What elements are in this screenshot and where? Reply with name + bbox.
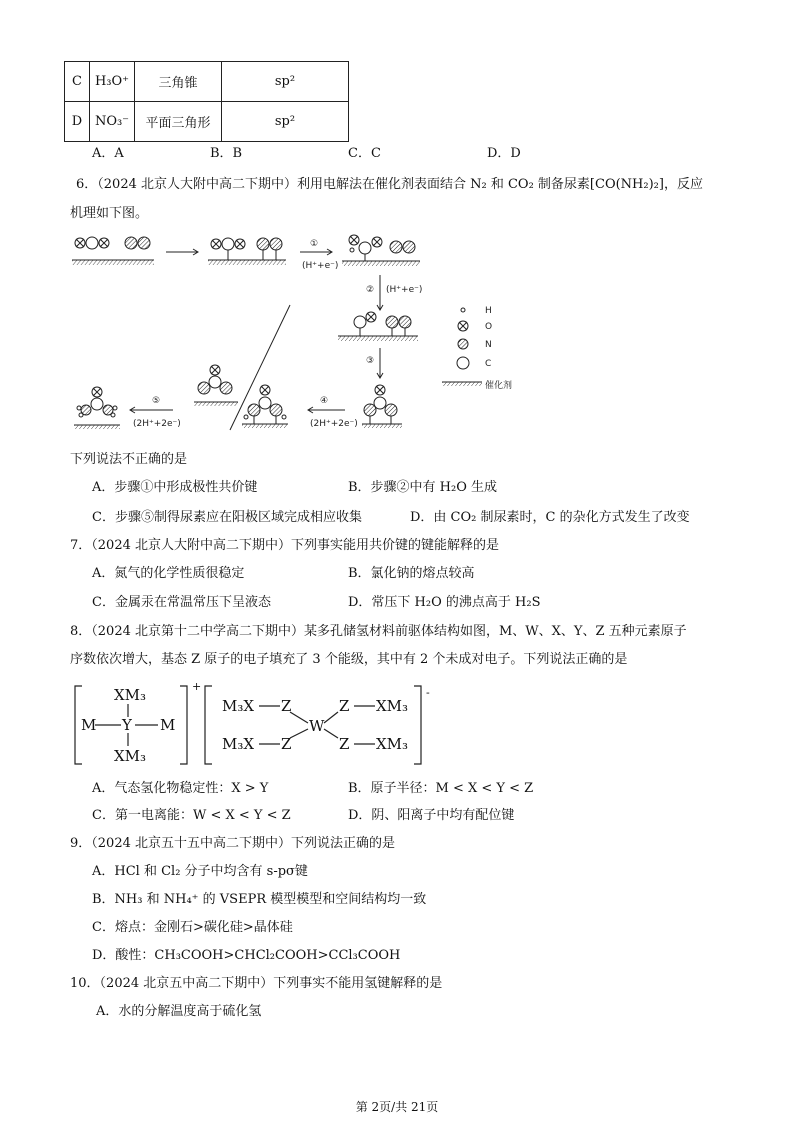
cation-bottom: XM₃ (114, 747, 147, 765)
step-label: ③ (366, 356, 375, 366)
answer-option: B．NH₃ 和 NH₄⁺ 的 VSEPR 模型模型和空间结构均一致 (92, 892, 427, 907)
answer-option: D．阴、阳离子中均有配位键 (348, 808, 515, 823)
step-label: ⑤ (152, 396, 161, 406)
step-condition: (H⁺+e⁻) (302, 261, 339, 271)
legend-label: C (485, 359, 492, 369)
ion-structure-diagram (70, 676, 450, 776)
answer-option: C．步骤⑤制得尿素应在阳极区域完成相应收集 (92, 510, 362, 525)
table-cell: sp² (222, 102, 349, 142)
table-cell: NO₃⁻ (90, 102, 135, 142)
anion-z: Z (281, 735, 292, 753)
question-stem: 7．（2024 北京人大附中高二下期中）下列事实能用共价键的键能解释的是 (70, 538, 499, 553)
answer-option: A．HCl 和 Cl₂ 分子中均含有 s-pσ键 (92, 864, 308, 879)
answer-table (64, 61, 349, 142)
question-stem: 机理如下图。 (70, 206, 149, 221)
cation-charge: + (192, 680, 202, 693)
cation-center: Y (122, 716, 132, 734)
anion-group: XM₃ (376, 735, 409, 753)
question-stem: 8．（2024 北京第十二中学高二下期中）某多孔储氢材料前驱体结构如图，M、W、X、Y、Z 五种元素原子 (70, 624, 687, 639)
answer-option: A．A (92, 146, 124, 161)
page-footer: 第 2页/共 21页 (355, 1100, 439, 1114)
reaction-mechanism-diagram (70, 230, 570, 440)
anion-z: Z (281, 697, 292, 715)
answer-option: D．酸性：CH₃COOH>CHCl₂COOH>CCl₃COOH (92, 948, 401, 963)
answer-option: C．C (348, 146, 381, 161)
table-cell: 平面三角形 (135, 102, 222, 142)
anion-z: Z (339, 697, 350, 715)
answer-option: A．水的分解温度高于硫化氢 (96, 1004, 262, 1019)
answer-option: B．B (210, 146, 243, 161)
question-stem: 序数依次增大，基态 Z 原子的电子填充了 3 个能级，其中有 2 个未成对电子。下列说法正确的是 (70, 652, 628, 667)
table-row (65, 102, 349, 142)
answer-option: B．步骤②中有 H₂O 生成 (348, 480, 498, 495)
answer-option: C．熔点：金刚石>碳化硅>晶体硅 (92, 920, 293, 935)
answer-option: A．步骤①中形成极性共价键 (92, 480, 258, 495)
table-cell: C (65, 62, 90, 102)
table-row (65, 62, 349, 102)
question-stem: 10．（2024 北京五中高二下期中）下列事实不能用氢键解释的是 (70, 976, 443, 991)
answer-option: A．气态氢化物稳定性：X > Y (92, 781, 269, 796)
answer-option: B．原子半径：M < X < Y < Z (348, 781, 534, 796)
table-cell: 三角锥 (135, 62, 222, 102)
step-condition: (2H⁺+2e⁻) (310, 419, 358, 429)
step-label: ① (310, 239, 319, 249)
table-cell: D (65, 102, 90, 142)
answer-option: C．第一电离能：W < X < Y < Z (92, 808, 291, 823)
legend-label: O (485, 322, 493, 332)
anion-group: M₃X (222, 735, 255, 753)
cation-left: M (81, 716, 97, 734)
step-condition: (H⁺+e⁻) (386, 285, 423, 295)
cation-right: M (160, 716, 176, 734)
question-stem: 9．（2024 北京五十五中高二下期中）下列说法正确的是 (70, 836, 395, 851)
anion-charge: - (426, 686, 430, 699)
question-stem: 6．（2024 北京人大附中高二下期中）利用电解法在催化剂表面结合 N₂ 和 CO₂ 制备尿素[CO(NH₂)₂]，反应 (76, 177, 703, 192)
table-cell: sp² (222, 62, 349, 102)
legend-label: 催化剂 (485, 381, 513, 391)
answer-option: B．氯化钠的熔点较高 (348, 566, 475, 581)
step-condition: (2H⁺+2e⁻) (133, 419, 181, 429)
legend-label: N (485, 340, 492, 350)
anion-w: W (309, 717, 325, 735)
anion-group: M₃X (222, 697, 255, 715)
anion-z: Z (339, 735, 350, 753)
table-cell: H₃O⁺ (90, 62, 135, 102)
anion-group: XM₃ (376, 697, 409, 715)
step-label: ② (366, 285, 375, 295)
answer-option: D．由 CO₂ 制尿素时，C 的杂化方式发生了改变 (410, 510, 690, 525)
answer-option: C．金属汞在常温常压下呈液态 (92, 595, 271, 610)
answer-option: D．常压下 H₂O 的沸点高于 H₂S (348, 595, 541, 610)
step-label: ④ (320, 396, 329, 406)
cation-top: XM₃ (114, 686, 147, 704)
question-prompt: 下列说法不正确的是 (70, 452, 188, 467)
answer-option: D．D (487, 146, 521, 161)
answer-option: A．氮气的化学性质很稳定 (92, 566, 245, 581)
legend-label: H (485, 306, 492, 316)
